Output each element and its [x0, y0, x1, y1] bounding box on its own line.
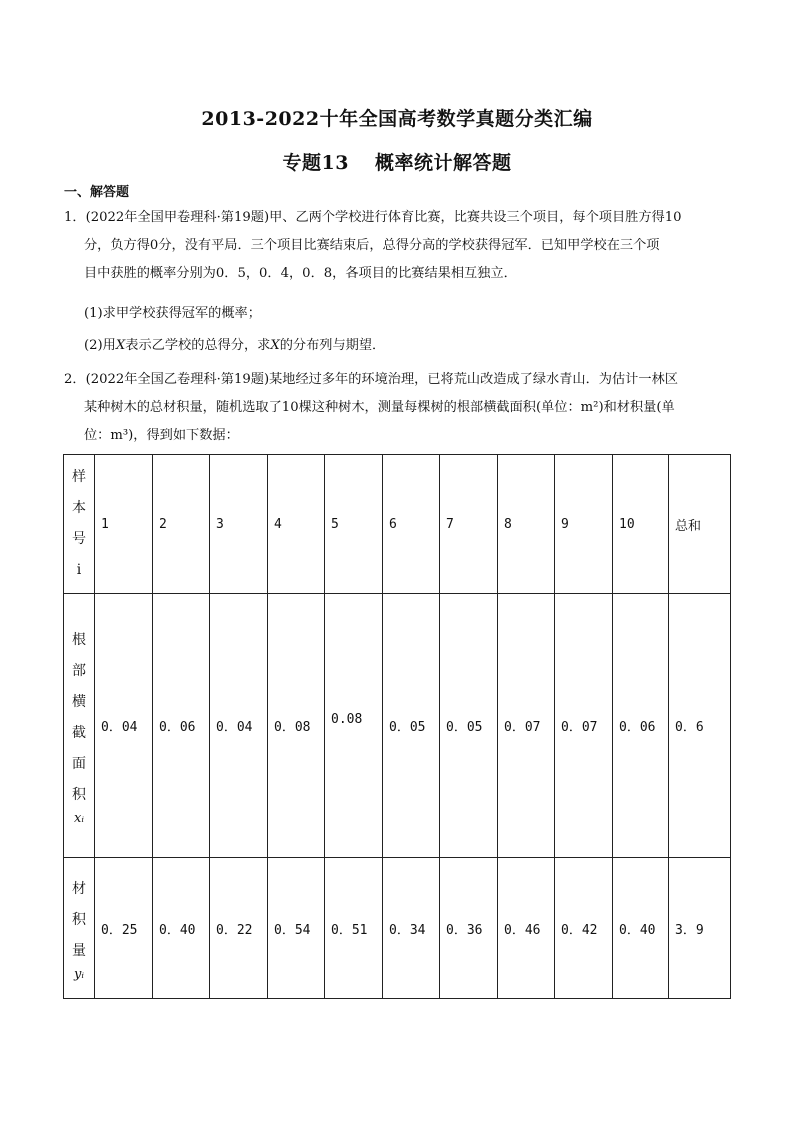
table-cell: 0．54 [268, 858, 325, 999]
table-cell: 1 [95, 455, 153, 594]
variable-x: X [115, 338, 126, 353]
variable-xi: xᵢ [74, 811, 84, 826]
table-cell: 0．40 [153, 858, 210, 999]
question-1-number: 1． [64, 210, 86, 225]
row-header-volume: 材积量 yᵢ [64, 858, 95, 999]
table-cell: 0．36 [440, 858, 498, 999]
table-cell: 0．04 [210, 594, 268, 858]
table-cell: 4 [268, 455, 325, 594]
document-title: 2013-2022十年全国高考数学真题分类汇编 [201, 108, 593, 130]
data-table [63, 454, 731, 999]
question-2-line1: 2．(2022年全国乙卷理科·第19题)某地经过多年的环境治理，已将荒山改造成了绿水青山．为估计一林区 [64, 372, 678, 387]
table-cell: 0．22 [210, 858, 268, 999]
table-cell: 6 [383, 455, 440, 594]
table-row-sample-number [64, 455, 731, 594]
table-cell: 2 [153, 455, 210, 594]
table-cell: 0．07 [555, 594, 613, 858]
table-row-cross-section-area [64, 594, 731, 858]
question-2-line3: 位：m³)，得到如下数据： [84, 428, 239, 443]
table-cell: 0．07 [498, 594, 555, 858]
topic-name: 概率统计解答题 [374, 152, 512, 174]
table-cell: 5 [325, 455, 383, 594]
table-cell-total: 0．6 [669, 594, 731, 858]
variable-x: X [270, 338, 280, 353]
question-1-part-2: (2)用X表示乙学校的总得分，求X的分布列与期望． [84, 338, 386, 353]
table-cell-total: 总和 [669, 455, 731, 594]
table-cell: 0．05 [440, 594, 498, 858]
section-heading: 一、解答题 [64, 185, 130, 200]
row-header-sample-number: 样本号i [64, 455, 95, 594]
table-cell: 8 [498, 455, 555, 594]
question-2-number: 2． [64, 372, 86, 387]
table-row-volume [64, 858, 731, 999]
question-1-line1: 1．(2022年全国甲卷理科·第19题)甲、乙两个学校进行体育比赛，比赛共设三个项目，每个项目胜方得10 [64, 210, 682, 225]
question-1-part-1: (1)求甲学校获得冠军的概率； [84, 306, 261, 321]
table-cell: 0．40 [613, 858, 669, 999]
topic-number: 专题13 [282, 152, 349, 174]
table-cell: 0．06 [153, 594, 210, 858]
table-cell-total: 3．9 [669, 858, 731, 999]
question-2 [64, 366, 734, 450]
table-cell: 0．06 [613, 594, 669, 858]
row-header-cross-section-area: 根部横截面积 xᵢ [64, 594, 95, 858]
table-cell: 10 [613, 455, 669, 594]
table-cell: 0．51 [325, 858, 383, 999]
table-cell: 0．04 [95, 594, 153, 858]
variable-yi: yᵢ [74, 967, 84, 982]
topic-title [0, 148, 794, 175]
table-cell: 0．34 [383, 858, 440, 999]
table-cell: 9 [555, 455, 613, 594]
question-1 [64, 204, 734, 288]
table-cell: 0．25 [95, 858, 153, 999]
table-cell: 0．05 [383, 594, 440, 858]
table-cell: 0．46 [498, 858, 555, 999]
table-cell: 0.08 [325, 594, 383, 858]
table-cell: 7 [440, 455, 498, 594]
table-cell: 0．42 [555, 858, 613, 999]
question-1-line3: 目中获胜的概率分别为0．5，0．4，0．8，各项目的比赛结果相互独立． [84, 266, 517, 281]
table-cell: 0．08 [268, 594, 325, 858]
question-2-line2: 某种树木的总材积量，随机选取了10棵这种树木，测量每棵树的根部横截面积(单位：m²)和材积量(单 [84, 400, 675, 415]
table-cell: 3 [210, 455, 268, 594]
question-1-line2: 分，负方得0分，没有平局．三个项目比赛结束后，总得分高的学校获得冠军．已知甲学校在三个项 [84, 238, 660, 253]
